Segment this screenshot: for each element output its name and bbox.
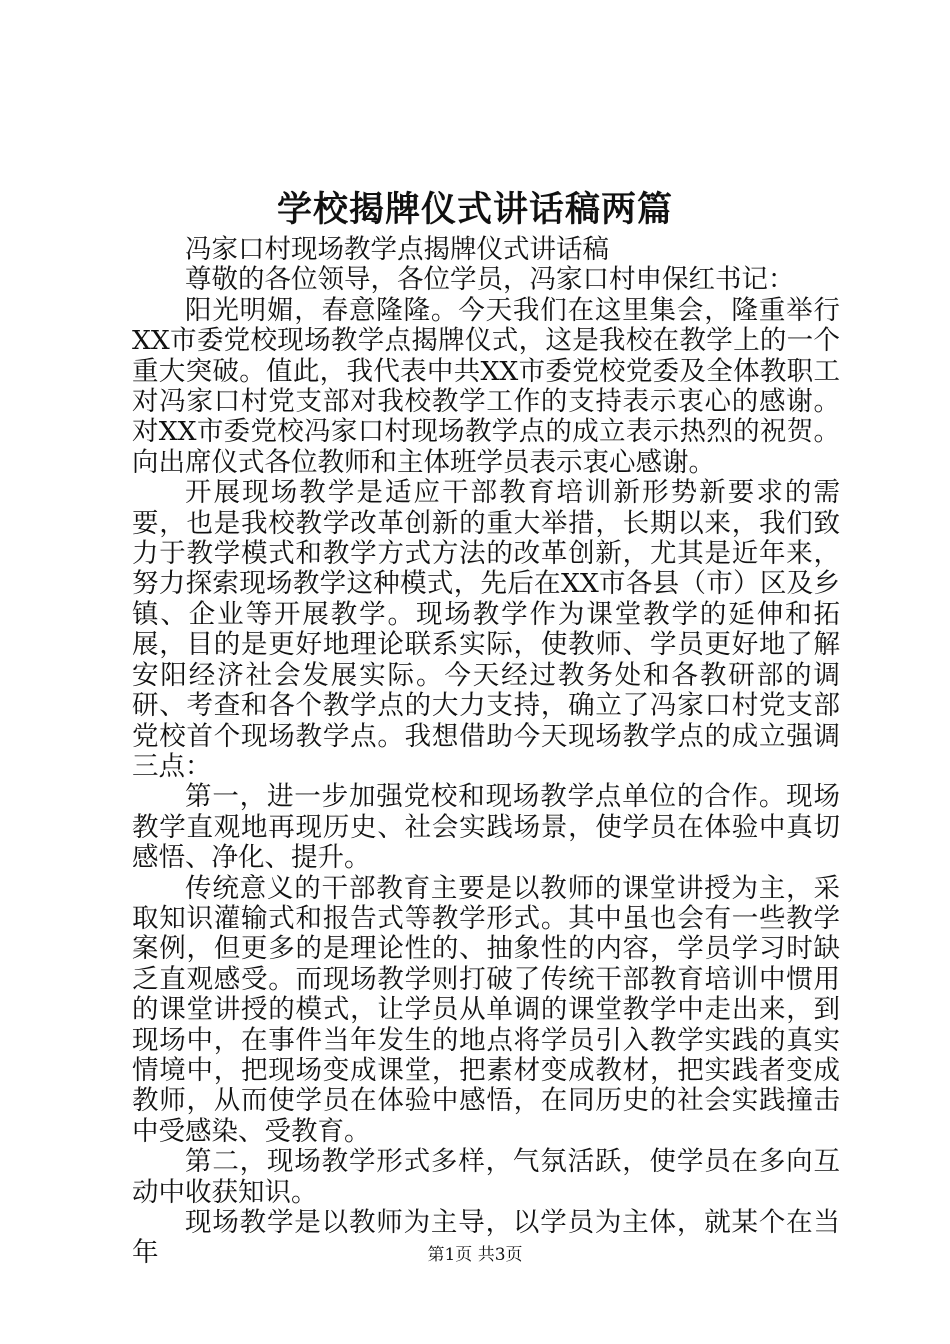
paragraph-traditional-education: 传统意义的干部教育主要是以教师的课堂讲授为主，采取知识灌输式和报告式等教学形式。其中虽也会有一些教学案例，但更多的是理论性的、抽象性的内容，学员学习时缺乏直观感受。而现场教学则打破了传统干部教育培训中惯用的课堂讲授的模式，让学员从单调的课堂教学中走出来，到现场中，在事件当年发生的地点将学员引入教学实践的真实情境中，把现场变成课堂，把素材变成教材，把实践者变成教师，从而使学员在体验中感悟，在同历史的社会实践撞击中受感染、受教育。 bbox=[132, 872, 840, 1147]
paragraph-opening: 阳光明媚，春意隆隆。今天我们在这里集会，隆重举行XX市委党校现场教学点揭牌仪式，这是我校在教学上的一个重大突破。值此，我代表中共XX市委党校党委及全体教职工对冯家口村党支部对我校教学工作的支持表示衷心的感谢。对XX市委党校冯家口村现场教学点的成立表示热烈的祝贺。向出席仪式各位教师和主体班学员表示衷心感谢。 bbox=[132, 294, 840, 478]
paragraph-background: 开展现场教学是适应干部教育培训新形势新要求的需要，也是我校教学改革创新的重大举措，长期以来，我们致力于教学模式和教学方式方法的改革创新，尤其是近年来，努力探索现场教学这种模式，先后在XX市各县（市）区及乡镇、企业等开展教学。现场教学作为课堂教学的延伸和拓展，目的是更好地理论联系实际，使教师、学员更好地了解安阳经济社会发展实际。今天经过教务处和各教研部的调研、考查和各个教学点的大力支持，确立了冯家口村党支部党校首个现场教学点。我想借助今天现场教学点的成立强调三点： bbox=[132, 477, 840, 782]
document-title: 学校揭牌仪式讲话稿两篇 bbox=[276, 189, 673, 230]
paragraph-point-two: 第二，现场教学形式多样，气氛活跃，使学员在多向互动中收获知识。 bbox=[132, 1146, 840, 1208]
paragraph-salutation: 尊敬的各位领导，各位学员，冯家口村申保红书记： bbox=[185, 264, 795, 296]
paragraph-continuation: 现场教学是以教师为主导，以学员为主体，就某个在当年 bbox=[132, 1207, 840, 1269]
paragraph-subtitle: 冯家口村现场教学点揭牌仪式讲话稿 bbox=[185, 234, 609, 265]
document-body bbox=[132, 235, 840, 1269]
page-number-footer: 第1页 共3页 bbox=[427, 1245, 523, 1265]
paragraph-point-one: 第一，进一步加强党校和现场教学点单位的合作。现场教学直观地再现历史、社会实践场景，使学员在体验中真切感悟、净化、提升。 bbox=[132, 781, 840, 874]
